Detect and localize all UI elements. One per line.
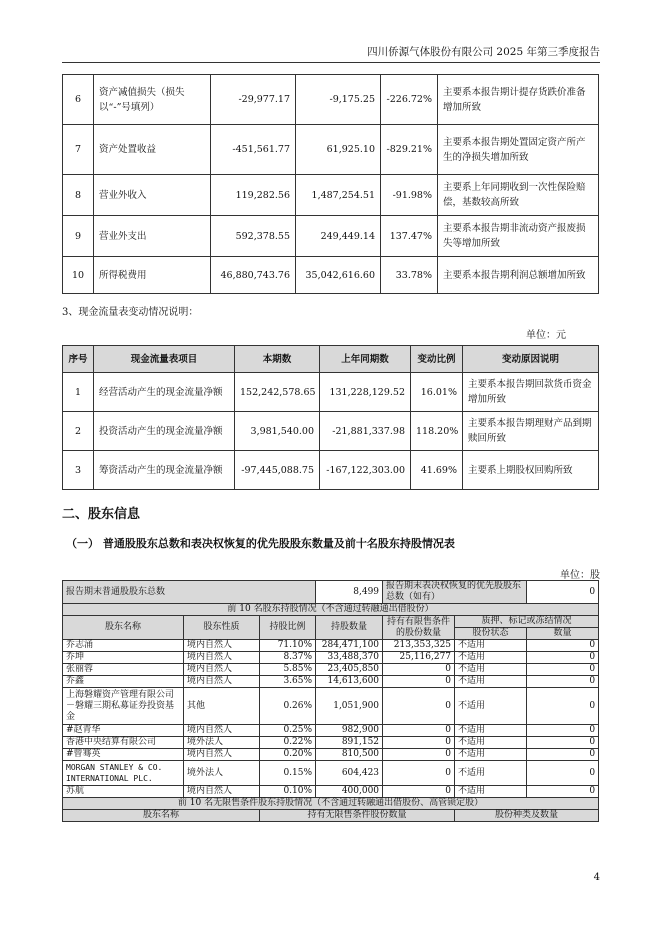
holder-status: 不适用	[455, 676, 527, 688]
row-no: 3	[63, 451, 94, 490]
table-row	[63, 640, 599, 652]
row-reason: 主要系本报告期计提存货跌价准备增加所致	[438, 75, 599, 125]
holder-status: 不适用	[455, 688, 527, 725]
row-no: 9	[63, 216, 94, 257]
holder-count: 0	[527, 688, 599, 725]
income-changes-table	[62, 74, 599, 294]
col-header-unrestricted-type: 股份种类及数量	[455, 810, 599, 822]
holder-status: 不适用	[455, 749, 527, 761]
section-title-row	[63, 798, 599, 810]
holder-count: 0	[527, 664, 599, 676]
holder-name: 苏航	[63, 786, 184, 798]
row-current: 152,242,578.65	[235, 373, 320, 412]
holder-qty: 14,613,600	[316, 676, 383, 688]
holder-nature: 境内自然人	[184, 749, 260, 761]
holder-name: 张丽蓉	[63, 664, 184, 676]
holder-status: 不适用	[455, 725, 527, 737]
col-header-item: 现金流量表项目	[94, 346, 235, 373]
holder-qty: 33,488,370	[316, 652, 383, 664]
holder-count: 0	[527, 786, 599, 798]
holder-nature: 境外法人	[184, 737, 260, 749]
row-current: 592,378.55	[211, 216, 296, 257]
holder-nature: 境内自然人	[184, 664, 260, 676]
holders-unit: 单位：股	[560, 570, 600, 581]
total-holders-value: 8,499	[316, 581, 383, 604]
holder-qty: 1,051,900	[316, 688, 383, 725]
row-current: 3,981,540.00	[235, 412, 320, 451]
row-no: 2	[63, 412, 94, 451]
page-header-title: 四川侨源气体股份有限公司 2025 年第三季度报告	[367, 46, 600, 58]
row-reason: 主要系本报告期处置固定资产所产生的净损失增加所致	[438, 125, 599, 175]
row-current: -97,445,088.75	[235, 451, 320, 490]
col-header-status: 股份状态	[455, 628, 527, 640]
table-row	[63, 725, 599, 737]
holder-restricted: 25,116,277	[383, 652, 455, 664]
table-row	[63, 451, 599, 490]
holder-ratio: 5.85%	[260, 664, 316, 676]
row-reason: 主要系本报告期理财产品到期赎回所致	[463, 412, 599, 451]
holder-count: 0	[527, 749, 599, 761]
holder-nature: 境内自然人	[184, 640, 260, 652]
holder-name: 乔坤	[63, 652, 184, 664]
holder-nature: 境内自然人	[184, 676, 260, 688]
holder-ratio: 3.65%	[260, 676, 316, 688]
row-no: 7	[63, 125, 94, 175]
holder-nature: 境外法人	[184, 761, 260, 786]
row-ratio: -829.21%	[381, 125, 438, 175]
col-header-count: 数量	[527, 628, 599, 640]
holder-ratio: 0.10%	[260, 786, 316, 798]
row-ratio: -226.72%	[381, 75, 438, 125]
holder-qty: 891,152	[316, 737, 383, 749]
row-prior: 131,228,129.52	[320, 373, 411, 412]
row-current: 46,880,743.76	[211, 257, 296, 294]
holder-restricted: 0	[383, 725, 455, 737]
row-item: 经营活动产生的现金流量净额	[94, 373, 235, 412]
col-header-ratio: 持股比例	[260, 616, 316, 640]
col-header-name: 股东名称	[63, 616, 184, 640]
holder-name: MORGAN STANLEY & CO. INTERNATIONAL PLC.	[63, 761, 184, 786]
col-header-ratio: 变动比例	[411, 346, 463, 373]
holder-status: 不适用	[455, 737, 527, 749]
col-header-reason: 变动原因说明	[463, 346, 599, 373]
table-row	[63, 75, 599, 125]
row-item: 投资活动产生的现金流量净额	[94, 412, 235, 451]
holder-nature: 境内自然人	[184, 725, 260, 737]
table-row	[63, 688, 599, 725]
holder-name: #赵青华	[63, 725, 184, 737]
holder-name: 上海磐耀资产管理有限公司－磐耀三期私募证券投资基金	[63, 688, 184, 725]
row-no: 1	[63, 373, 94, 412]
cashflow-unit: 单位：元	[526, 330, 566, 341]
table-row	[63, 737, 599, 749]
row-item: 营业外收入	[94, 175, 211, 216]
holder-ratio: 8.37%	[260, 652, 316, 664]
holder-count: 0	[527, 652, 599, 664]
holder-status: 不适用	[455, 652, 527, 664]
pref-holders-value: 0	[527, 581, 599, 604]
holder-ratio: 71.10%	[260, 640, 316, 652]
holder-ratio: 0.26%	[260, 688, 316, 725]
row-ratio: 16.01%	[411, 373, 463, 412]
row-reason: 主要系本报告期利润总额增加所致	[438, 257, 599, 294]
table-row	[63, 786, 599, 798]
row-item: 所得税费用	[94, 257, 211, 294]
row-no: 10	[63, 257, 94, 294]
holder-qty: 604,423	[316, 761, 383, 786]
holder-nature: 境内自然人	[184, 786, 260, 798]
section-title-row	[63, 604, 599, 616]
holder-restricted: 0	[383, 786, 455, 798]
row-no: 8	[63, 175, 94, 216]
row-current: 119,282.56	[211, 175, 296, 216]
row-prior: 61,925.10	[296, 125, 381, 175]
holder-restricted: 0	[383, 664, 455, 676]
section-heading-shareholders: 二、股东信息	[62, 507, 141, 522]
row-prior: -167,122,303.00	[320, 451, 411, 490]
holder-restricted: 0	[383, 737, 455, 749]
cashflow-section-title: 3、现金流量表变动情况说明：	[62, 307, 199, 318]
holder-ratio: 0.15%	[260, 761, 316, 786]
row-reason: 主要系上期股权回购所致	[463, 451, 599, 490]
row-current: -451,561.77	[211, 125, 296, 175]
holder-restricted: 0	[383, 749, 455, 761]
holder-ratio: 0.22%	[260, 737, 316, 749]
col-header-restricted: 持有有限售条件的股份数量	[383, 616, 455, 640]
holder-name: 香港中央结算有限公司	[63, 737, 184, 749]
holder-status: 不适用	[455, 786, 527, 798]
row-ratio: 137.47%	[381, 216, 438, 257]
top10-title: 前 10 名股东持股情况（不含通过转融通出借股份）	[63, 604, 599, 616]
holder-qty: 400,000	[316, 786, 383, 798]
table-header-row	[63, 346, 599, 373]
holder-qty: 810,500	[316, 749, 383, 761]
subsection-heading: （一） 普通股股东总数和表决权恢复的优先股股东数量及前十名股东持股情况表	[66, 537, 455, 550]
holder-count: 0	[527, 737, 599, 749]
table-row	[63, 664, 599, 676]
table-row	[63, 125, 599, 175]
holder-ratio: 0.20%	[260, 749, 316, 761]
row-current: -29,977.17	[211, 75, 296, 125]
row-ratio: 41.69%	[411, 451, 463, 490]
holder-name: #曾骞英	[63, 749, 184, 761]
row-item: 资产处置收益	[94, 125, 211, 175]
holder-count: 0	[527, 725, 599, 737]
holder-qty: 23,405,850	[316, 664, 383, 676]
holder-count: 0	[527, 761, 599, 786]
table-row	[63, 175, 599, 216]
total-holders-label: 报告期末普通股股东总数	[63, 581, 316, 604]
table-header-row	[63, 810, 599, 822]
row-reason: 主要系本报告期非流动资产报废损失等增加所致	[438, 216, 599, 257]
cashflow-table	[62, 345, 599, 490]
col-header-no: 序号	[63, 346, 94, 373]
holder-restricted: 0	[383, 761, 455, 786]
col-header-prior: 上年同期数	[320, 346, 411, 373]
table-row	[63, 373, 599, 412]
table-row	[63, 652, 599, 664]
holder-restricted: 213,353,325	[383, 640, 455, 652]
row-reason: 主要系上年同期收到一次性保险赔偿，基数较高所致	[438, 175, 599, 216]
row-reason: 主要系本报告期回款货币资金增加所致	[463, 373, 599, 412]
row-prior: -9,175.25	[296, 75, 381, 125]
col-header-current: 本期数	[235, 346, 320, 373]
holder-restricted: 0	[383, 688, 455, 725]
row-prior: 1,487,254.51	[296, 175, 381, 216]
holder-nature: 境内自然人	[184, 652, 260, 664]
col-header-qty: 持股数量	[316, 616, 383, 640]
row-item: 营业外支出	[94, 216, 211, 257]
table-row	[63, 216, 599, 257]
col-header-nature: 股东性质	[184, 616, 260, 640]
row-no: 6	[63, 75, 94, 125]
holder-name: 乔志涌	[63, 640, 184, 652]
table-row	[63, 676, 599, 688]
holder-name: 乔鑫	[63, 676, 184, 688]
col-header-unrestricted-qty: 持有无限售条件股份数量	[260, 810, 455, 822]
holder-count: 0	[527, 676, 599, 688]
col-header-unrestricted-name: 股东名称	[63, 810, 260, 822]
row-ratio: 33.78%	[381, 257, 438, 294]
row-prior: 35,042,616.60	[296, 257, 381, 294]
holder-qty: 284,471,100	[316, 640, 383, 652]
row-item: 筹资活动产生的现金流量净额	[94, 451, 235, 490]
holder-restricted: 0	[383, 676, 455, 688]
row-ratio: 118.20%	[411, 412, 463, 451]
holder-qty: 982,900	[316, 725, 383, 737]
row-prior: -21,881,337.98	[320, 412, 411, 451]
table-row	[63, 412, 599, 451]
holder-nature: 其他	[184, 688, 260, 725]
shareholders-table	[62, 580, 599, 822]
holder-status: 不适用	[455, 664, 527, 676]
unrestricted-title: 前 10 名无限售条件股东持股情况（不含通过转融通出借股份、高管锁定股）	[63, 798, 599, 810]
holder-count: 0	[527, 640, 599, 652]
row-prior: 249,449.14	[296, 216, 381, 257]
holder-status: 不适用	[455, 761, 527, 786]
row-ratio: -91.98%	[381, 175, 438, 216]
holder-status: 不适用	[455, 640, 527, 652]
col-header-pledge: 质押、标记或冻结情况	[455, 616, 599, 628]
totals-row	[63, 581, 599, 604]
row-item: 资产减值损失（损失以“-”号填列）	[94, 75, 211, 125]
table-row	[63, 761, 599, 786]
pref-holders-label: 报告期末表决权恢复的优先股股东总数（如有）	[383, 581, 527, 604]
table-row	[63, 749, 599, 761]
header-divider	[62, 62, 600, 63]
page-number: 4	[593, 872, 600, 883]
table-row	[63, 257, 599, 294]
holder-ratio: 0.25%	[260, 725, 316, 737]
table-header-row	[63, 616, 599, 628]
